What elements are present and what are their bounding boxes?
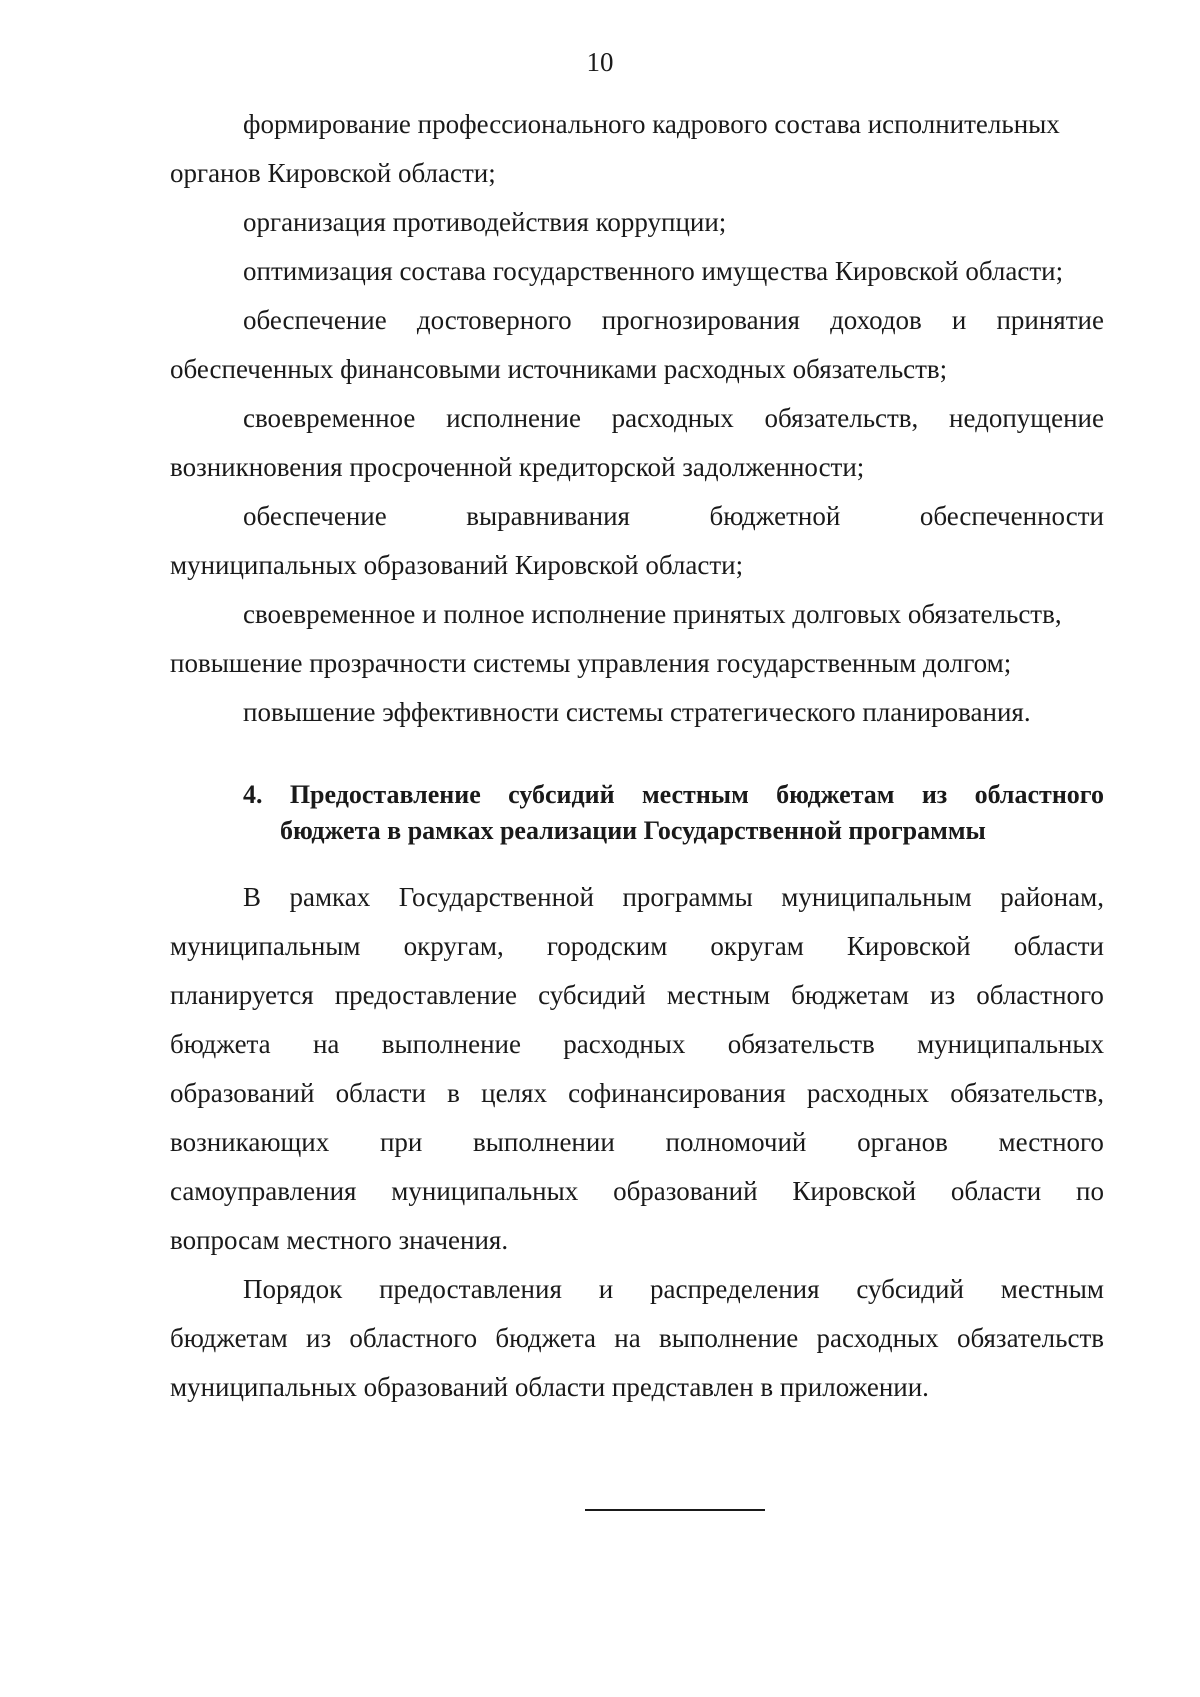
word: образований: [613, 1176, 758, 1206]
word: Кировской: [846, 931, 971, 961]
paragraph-line: [170, 922, 1104, 971]
word: областного: [976, 980, 1104, 1010]
word: обеспечение: [243, 305, 387, 335]
list-item-text: органов Кировской области;: [170, 158, 496, 188]
paragraph-line: [170, 1118, 1104, 1167]
word: расходных: [806, 1078, 929, 1108]
word: принятие: [996, 305, 1104, 335]
list-item-text: обеспеченных финансовыми источниками расходных обязательств;: [170, 354, 948, 384]
word: местным: [1000, 1274, 1104, 1304]
word: обязательств,: [950, 1078, 1104, 1108]
word: самоуправления: [170, 1176, 357, 1206]
paragraph-line: [170, 1020, 1104, 1069]
word: расходных: [816, 1323, 939, 1353]
word: области: [335, 1078, 426, 1108]
word: субсидий: [508, 780, 615, 809]
word: бюджетам: [776, 780, 895, 809]
paragraph-line: [170, 971, 1104, 1020]
word: местным: [666, 980, 771, 1010]
word: по: [1076, 1176, 1104, 1206]
paragraph-line: вопросам местного значения.: [170, 1225, 509, 1255]
word: распределения: [649, 1274, 820, 1304]
word: из: [930, 980, 956, 1010]
list-item-text: [243, 296, 1104, 345]
page-number: 10: [586, 47, 614, 77]
paragraph-line: [170, 1069, 1104, 1118]
word: планируется: [170, 980, 314, 1010]
word: выравнивания: [466, 501, 630, 531]
word: округам,: [403, 931, 504, 961]
list-item-text: [243, 394, 1104, 443]
word: областного: [349, 1323, 478, 1353]
word: возникающих: [170, 1127, 330, 1157]
word: областного: [974, 780, 1104, 809]
word: предоставление: [334, 980, 518, 1010]
word: В: [243, 882, 262, 912]
paragraph-line: [170, 1314, 1104, 1363]
word: на: [312, 1029, 340, 1059]
list-item-text: повышение эффективности системы стратегического планирования.: [243, 697, 1031, 727]
word: органов: [857, 1127, 948, 1157]
word: Государственной: [398, 882, 594, 912]
word: обеспеченности: [919, 501, 1104, 531]
paragraph-line: [243, 1265, 1104, 1314]
word: и: [598, 1274, 614, 1304]
word: местного: [998, 1127, 1104, 1157]
word: субсидий: [538, 980, 646, 1010]
section-heading: [243, 777, 1104, 849]
word: муниципальных: [391, 1176, 579, 1206]
word: и: [951, 305, 967, 335]
word: выполнение: [381, 1029, 521, 1059]
section-heading-line: бюджета в рамках реализации Государственной программы: [280, 816, 986, 845]
word: субсидий: [856, 1274, 964, 1304]
word: обеспечение: [243, 501, 387, 531]
section-heading-line: [243, 777, 1104, 813]
word: местным: [641, 780, 749, 809]
word: 4.: [243, 780, 263, 809]
word: районам,: [1000, 882, 1104, 912]
word: выполнении: [473, 1127, 615, 1157]
word: муниципальных: [917, 1029, 1104, 1059]
list-item-text: возникновения просроченной кредиторской задолженности;: [170, 452, 865, 482]
word: в: [447, 1078, 460, 1108]
list-item-text: муниципальных образований Кировской области;: [170, 550, 744, 580]
word: полномочий: [665, 1127, 807, 1157]
word: области: [950, 1176, 1042, 1206]
word: бюджетам: [791, 980, 909, 1010]
paragraph-line: [170, 1167, 1104, 1216]
word: рамках: [289, 882, 371, 912]
list-item-text: формирование профессионального кадрового состава исполнительных: [243, 109, 1060, 139]
list-item-text: организация противодействия коррупции;: [243, 207, 727, 237]
word: области: [1013, 931, 1104, 961]
word: расходных: [563, 1029, 686, 1059]
word: недопущение: [949, 403, 1104, 433]
word: образований: [170, 1078, 315, 1108]
word: Порядок: [243, 1274, 343, 1304]
word: обязательств: [727, 1029, 875, 1059]
word: городским: [546, 931, 668, 961]
word: исполнение: [446, 403, 581, 433]
word: обязательств: [956, 1323, 1104, 1353]
word: выполнение: [659, 1323, 799, 1353]
word: на: [614, 1323, 641, 1353]
word: бюджетной: [709, 501, 841, 531]
word: программы: [622, 882, 753, 912]
word: обязательств,: [764, 403, 919, 433]
paragraph-line: муниципальных образований области представлен в приложении.: [170, 1372, 929, 1402]
word: муниципальным: [170, 931, 361, 961]
word: из: [921, 780, 948, 809]
word: бюджета: [495, 1323, 597, 1353]
word: софинансирования: [568, 1078, 786, 1108]
word: расходных: [611, 403, 734, 433]
word: предоставления: [379, 1274, 562, 1304]
list-item-text: [243, 492, 1104, 541]
list-item-text: своевременное и полное исполнение принятых долговых обязательств,: [243, 599, 1062, 629]
word: из: [306, 1323, 332, 1353]
word: прогнозирования: [601, 305, 800, 335]
word: доходов: [830, 305, 922, 335]
closing-rule: [585, 1509, 765, 1511]
word: муниципальным: [781, 882, 972, 912]
list-item-text: повышение прозрачности системы управления государственным долгом;: [170, 648, 1012, 678]
word: целях: [481, 1078, 547, 1108]
word: Кировской: [792, 1176, 917, 1206]
word: округам: [710, 931, 804, 961]
word: бюджета: [170, 1029, 271, 1059]
word: при: [379, 1127, 423, 1157]
list-item-text: оптимизация состава государственного имущества Кировской области;: [243, 256, 1064, 286]
word: бюджетам: [170, 1323, 288, 1353]
word: достоверного: [416, 305, 572, 335]
word: своевременное: [243, 403, 416, 433]
paragraph-line: [243, 873, 1104, 922]
word: Предоставление: [289, 780, 481, 809]
